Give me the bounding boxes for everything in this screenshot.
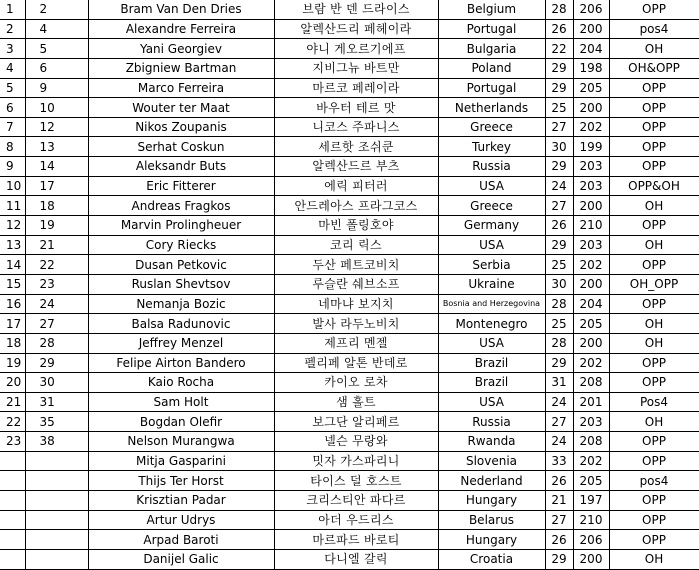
row-index-cell: 12 — [0, 216, 25, 236]
jersey-number-cell: 22 — [25, 255, 88, 275]
height-cell: 203 — [573, 176, 609, 196]
row-index-cell: 1 — [0, 0, 25, 19]
korean-name-cell: 루슬란 쉐브소프 — [274, 274, 438, 294]
height-cell: 205 — [573, 471, 609, 491]
position-cell: OPP — [609, 373, 699, 393]
country-cell: Russia — [438, 157, 545, 177]
korean-name-cell: 네마냐 보지치 — [274, 294, 438, 314]
position-cell: OH_OPP — [609, 274, 699, 294]
korean-name-cell: 알렉산드리 페헤이라 — [274, 19, 438, 39]
height-cell: 200 — [573, 196, 609, 216]
player-name-cell: Jeffrey Menzel — [88, 333, 274, 353]
height-cell: 198 — [573, 58, 609, 78]
position-cell: OPP — [609, 530, 699, 550]
height-cell: 202 — [573, 117, 609, 137]
korean-name-cell: 코리 릭스 — [274, 235, 438, 255]
jersey-number-cell: 24 — [25, 294, 88, 314]
height-cell: 202 — [573, 353, 609, 373]
age-cell: 26 — [545, 216, 573, 236]
table-row — [0, 471, 699, 491]
country-cell: Nederland — [438, 471, 545, 491]
jersey-number-cell — [25, 471, 88, 491]
position-cell: OH — [609, 333, 699, 353]
player-name-cell: Marco Ferreira — [88, 78, 274, 98]
age-cell: 27 — [545, 510, 573, 530]
height-cell: 202 — [573, 451, 609, 471]
player-name-cell: Arpad Baroti — [88, 530, 274, 550]
table-row — [0, 412, 699, 432]
country-cell: Belarus — [438, 510, 545, 530]
player-name-cell: Felipe Airton Bandero — [88, 353, 274, 373]
age-cell: 29 — [545, 235, 573, 255]
age-cell: 33 — [545, 451, 573, 471]
country-cell: Hungary — [438, 491, 545, 511]
player-name-cell: Ruslan Shevtsov — [88, 274, 274, 294]
player-name-cell: Dusan Petkovic — [88, 255, 274, 275]
korean-name-cell: 마르파드 바로티 — [274, 530, 438, 550]
player-name-cell: Serhat Coskun — [88, 137, 274, 157]
position-cell: OPP — [609, 294, 699, 314]
country-cell: Poland — [438, 58, 545, 78]
age-cell: 31 — [545, 373, 573, 393]
age-cell: 27 — [545, 117, 573, 137]
korean-name-cell: 두산 페트코비치 — [274, 255, 438, 275]
jersey-number-cell: 23 — [25, 274, 88, 294]
player-name-cell: Eric Fitterer — [88, 176, 274, 196]
korean-name-cell: 바우터 테르 맛 — [274, 98, 438, 118]
korean-name-cell: 다니엘 갈릭 — [274, 549, 438, 569]
player-name-cell: Wouter ter Maat — [88, 98, 274, 118]
age-cell: 27 — [545, 196, 573, 216]
age-cell: 25 — [545, 98, 573, 118]
height-cell: 206 — [573, 0, 609, 19]
table-row — [0, 176, 699, 196]
korean-name-cell: 제프리 멘젤 — [274, 333, 438, 353]
table-row — [0, 137, 699, 157]
height-cell: 199 — [573, 137, 609, 157]
row-index-cell: 20 — [0, 373, 25, 393]
player-name-cell: Zbigniew Bartman — [88, 58, 274, 78]
row-index-cell — [0, 510, 25, 530]
height-cell: 210 — [573, 216, 609, 236]
height-cell: 202 — [573, 255, 609, 275]
age-cell: 24 — [545, 176, 573, 196]
jersey-number-cell: 17 — [25, 176, 88, 196]
table-row — [0, 235, 699, 255]
row-index-cell: 14 — [0, 255, 25, 275]
country-cell: USA — [438, 392, 545, 412]
player-name-cell: Artur Udrys — [88, 510, 274, 530]
country-cell: Greece — [438, 117, 545, 137]
position-cell: OPP — [609, 451, 699, 471]
korean-name-cell: 아더 우드리스 — [274, 510, 438, 530]
player-name-cell: Aleksandr Buts — [88, 157, 274, 177]
player-name-cell: Nikos Zoupanis — [88, 117, 274, 137]
korean-name-cell: 마르코 페레이라 — [274, 78, 438, 98]
age-cell: 21 — [545, 491, 573, 511]
jersey-number-cell: 35 — [25, 412, 88, 432]
player-name-cell: Bogdan Olefir — [88, 412, 274, 432]
player-name-cell: Nelson Murangwa — [88, 432, 274, 452]
position-cell: OH — [609, 39, 699, 59]
country-cell: Russia — [438, 412, 545, 432]
age-cell: 29 — [545, 353, 573, 373]
korean-name-cell: 세르핫 조쉬쿤 — [274, 137, 438, 157]
position-cell: OPP — [609, 353, 699, 373]
age-cell: 26 — [545, 19, 573, 39]
row-index-cell: 4 — [0, 58, 25, 78]
height-cell: 206 — [573, 530, 609, 550]
height-cell: 210 — [573, 510, 609, 530]
position-cell: OPP — [609, 117, 699, 137]
jersey-number-cell — [25, 549, 88, 569]
row-index-cell: 10 — [0, 176, 25, 196]
jersey-number-cell: 10 — [25, 98, 88, 118]
table-row — [0, 392, 699, 412]
table-row — [0, 98, 699, 118]
country-cell: Brazil — [438, 353, 545, 373]
table-row — [0, 78, 699, 98]
player-name-cell: Kaio Rocha — [88, 373, 274, 393]
table-row — [0, 255, 699, 275]
position-cell: pos4 — [609, 19, 699, 39]
country-cell: Netherlands — [438, 98, 545, 118]
position-cell: OH — [609, 412, 699, 432]
row-index-cell: 17 — [0, 314, 25, 334]
age-cell: 29 — [545, 549, 573, 569]
position-cell: OPP — [609, 255, 699, 275]
jersey-number-cell — [25, 491, 88, 511]
table-row — [0, 157, 699, 177]
player-name-cell: Alexandre Ferreira — [88, 19, 274, 39]
korean-name-cell: 밋자 가스파리니 — [274, 451, 438, 471]
korean-name-cell: 지비그뉴 바트만 — [274, 58, 438, 78]
position-cell: OPP — [609, 0, 699, 19]
table-row — [0, 0, 699, 19]
table-row — [0, 294, 699, 314]
position-cell: OPP — [609, 137, 699, 157]
row-index-cell: 13 — [0, 235, 25, 255]
row-index-cell: 19 — [0, 353, 25, 373]
row-index-cell: 7 — [0, 117, 25, 137]
height-cell: 204 — [573, 294, 609, 314]
position-cell: OH — [609, 196, 699, 216]
row-index-cell: 2 — [0, 19, 25, 39]
age-cell: 27 — [545, 412, 573, 432]
height-cell: 205 — [573, 78, 609, 98]
jersey-number-cell: 12 — [25, 117, 88, 137]
table-row — [0, 196, 699, 216]
position-cell: OPP — [609, 510, 699, 530]
country-cell: Ukraine — [438, 274, 545, 294]
height-cell: 197 — [573, 491, 609, 511]
table-row — [0, 373, 699, 393]
korean-name-cell: 카이오 로차 — [274, 373, 438, 393]
height-cell: 200 — [573, 333, 609, 353]
table-row — [0, 353, 699, 373]
table-row — [0, 39, 699, 59]
country-cell: Greece — [438, 196, 545, 216]
height-cell: 203 — [573, 157, 609, 177]
height-cell: 205 — [573, 314, 609, 334]
row-index-cell: 5 — [0, 78, 25, 98]
position-cell: OH — [609, 549, 699, 569]
korean-name-cell: 마빈 폴링호야 — [274, 216, 438, 236]
jersey-number-cell: 31 — [25, 392, 88, 412]
jersey-number-cell: 21 — [25, 235, 88, 255]
age-cell: 28 — [545, 294, 573, 314]
korean-name-cell: 타이스 덜 호스트 — [274, 471, 438, 491]
height-cell: 200 — [573, 549, 609, 569]
player-name-cell: Thijs Ter Horst — [88, 471, 274, 491]
table-row — [0, 451, 699, 471]
country-cell: Portugal — [438, 78, 545, 98]
height-cell: 204 — [573, 39, 609, 59]
height-cell: 200 — [573, 274, 609, 294]
age-cell: 24 — [545, 432, 573, 452]
row-index-cell — [0, 549, 25, 569]
country-cell: Portugal — [438, 19, 545, 39]
row-index-cell: 21 — [0, 392, 25, 412]
height-cell: 201 — [573, 392, 609, 412]
player-name-cell: Cory Riecks — [88, 235, 274, 255]
row-index-cell: 3 — [0, 39, 25, 59]
row-index-cell — [0, 530, 25, 550]
korean-name-cell: 발사 라두노비치 — [274, 314, 438, 334]
korean-name-cell: 니코스 주파니스 — [274, 117, 438, 137]
table-row — [0, 491, 699, 511]
position-cell: OPP — [609, 216, 699, 236]
jersey-number-cell — [25, 510, 88, 530]
row-index-cell: 11 — [0, 196, 25, 216]
country-cell: Brazil — [438, 373, 545, 393]
row-index-cell — [0, 491, 25, 511]
height-cell: 200 — [573, 98, 609, 118]
age-cell: 30 — [545, 137, 573, 157]
jersey-number-cell: 29 — [25, 353, 88, 373]
position-cell: Pos4 — [609, 392, 699, 412]
korean-name-cell: 넬슨 무랑와 — [274, 432, 438, 452]
position-cell: OPP — [609, 78, 699, 98]
table-row — [0, 19, 699, 39]
age-cell: 24 — [545, 392, 573, 412]
player-name-cell: Sam Holt — [88, 392, 274, 412]
korean-name-cell: 브람 반 덴 드라이스 — [274, 0, 438, 19]
country-cell: Turkey — [438, 137, 545, 157]
player-name-cell: Marvin Prolingheuer — [88, 216, 274, 236]
row-index-cell: 6 — [0, 98, 25, 118]
height-cell: 203 — [573, 412, 609, 432]
country-cell: Serbia — [438, 255, 545, 275]
country-cell: USA — [438, 176, 545, 196]
player-name-cell: Yani Georgiev — [88, 39, 274, 59]
player-name-cell: Krisztian Padar — [88, 491, 274, 511]
jersey-number-cell: 30 — [25, 373, 88, 393]
korean-name-cell: 샘 홀트 — [274, 392, 438, 412]
country-cell: USA — [438, 333, 545, 353]
position-cell: OPP — [609, 491, 699, 511]
jersey-number-cell: 6 — [25, 58, 88, 78]
country-cell: Belgium — [438, 0, 545, 19]
player-name-cell: Mitja Gasparini — [88, 451, 274, 471]
jersey-number-cell — [25, 530, 88, 550]
korean-name-cell: 알렉산드르 부츠 — [274, 157, 438, 177]
jersey-number-cell: 5 — [25, 39, 88, 59]
country-cell: USA — [438, 235, 545, 255]
table-row — [0, 333, 699, 353]
jersey-number-cell: 28 — [25, 333, 88, 353]
age-cell: 29 — [545, 58, 573, 78]
height-cell: 208 — [573, 432, 609, 452]
table-row — [0, 58, 699, 78]
position-cell: OPP — [609, 157, 699, 177]
player-name-cell: Balsa Radunovic — [88, 314, 274, 334]
jersey-number-cell: 2 — [25, 0, 88, 19]
jersey-number-cell: 4 — [25, 19, 88, 39]
country-cell: Montenegro — [438, 314, 545, 334]
korean-name-cell: 안드레아스 프라그코스 — [274, 196, 438, 216]
korean-name-cell: 보그단 알리페르 — [274, 412, 438, 432]
age-cell: 28 — [545, 333, 573, 353]
age-cell: 26 — [545, 471, 573, 491]
position-cell: OPP&OH — [609, 176, 699, 196]
age-cell: 30 — [545, 274, 573, 294]
height-cell: 200 — [573, 19, 609, 39]
table-row — [0, 117, 699, 137]
age-cell: 22 — [545, 39, 573, 59]
country-cell: Bosnia and Herzegovina — [438, 294, 545, 314]
position-cell: OPP — [609, 432, 699, 452]
country-cell: Croatia — [438, 549, 545, 569]
row-index-cell: 9 — [0, 157, 25, 177]
country-cell: Rwanda — [438, 432, 545, 452]
country-cell: Germany — [438, 216, 545, 236]
row-index-cell: 18 — [0, 333, 25, 353]
jersey-number-cell: 14 — [25, 157, 88, 177]
height-cell: 208 — [573, 373, 609, 393]
table-row — [0, 510, 699, 530]
korean-name-cell: 에릭 피터러 — [274, 176, 438, 196]
jersey-number-cell: 27 — [25, 314, 88, 334]
table-row — [0, 314, 699, 334]
player-name-cell: Nemanja Bozic — [88, 294, 274, 314]
position-cell: pos4 — [609, 471, 699, 491]
korean-name-cell: 펠리페 알톤 반데로 — [274, 353, 438, 373]
row-index-cell: 22 — [0, 412, 25, 432]
position-cell: OH&OPP — [609, 58, 699, 78]
row-index-cell: 15 — [0, 274, 25, 294]
position-cell: OPP — [609, 98, 699, 118]
jersey-number-cell: 19 — [25, 216, 88, 236]
row-index-cell — [0, 471, 25, 491]
age-cell: 25 — [545, 255, 573, 275]
country-cell: Hungary — [438, 530, 545, 550]
jersey-number-cell: 13 — [25, 137, 88, 157]
player-name-cell: Andreas Fragkos — [88, 196, 274, 216]
table-row — [0, 432, 699, 452]
age-cell: 29 — [545, 157, 573, 177]
jersey-number-cell: 18 — [25, 196, 88, 216]
player-name-cell: Danijel Galic — [88, 549, 274, 569]
jersey-number-cell — [25, 451, 88, 471]
table-row — [0, 530, 699, 550]
row-index-cell — [0, 451, 25, 471]
age-cell: 25 — [545, 314, 573, 334]
korean-name-cell: 야니 게오르기에프 — [274, 39, 438, 59]
position-cell: OH — [609, 235, 699, 255]
row-index-cell: 23 — [0, 432, 25, 452]
age-cell: 26 — [545, 530, 573, 550]
position-cell: OH — [609, 314, 699, 334]
jersey-number-cell: 9 — [25, 78, 88, 98]
korean-name-cell: 크리스티안 파다르 — [274, 491, 438, 511]
country-cell: Bulgaria — [438, 39, 545, 59]
age-cell: 29 — [545, 78, 573, 98]
player-name-cell: Bram Van Den Dries — [88, 0, 274, 19]
row-index-cell: 16 — [0, 294, 25, 314]
country-cell: Slovenia — [438, 451, 545, 471]
table-row — [0, 274, 699, 294]
row-index-cell: 8 — [0, 137, 25, 157]
table-row — [0, 216, 699, 236]
height-cell: 203 — [573, 235, 609, 255]
jersey-number-cell: 38 — [25, 432, 88, 452]
table-row — [0, 549, 699, 569]
age-cell: 28 — [545, 0, 573, 19]
